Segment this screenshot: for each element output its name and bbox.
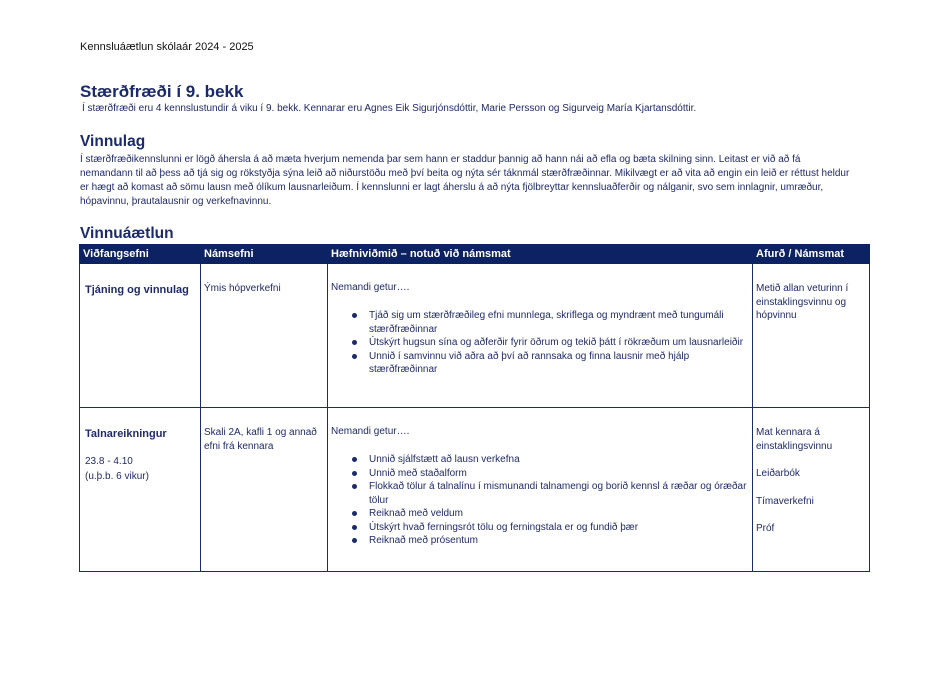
section-heading-vinnuaaetlun: Vinnuáætlun bbox=[80, 225, 174, 242]
column-header: Viðfangsefni bbox=[80, 245, 201, 264]
document-header: Kennsluáætlun skólaár 2024 - 2025 bbox=[80, 41, 254, 53]
criteria-item: Reiknað með prósentum bbox=[369, 534, 749, 548]
topic-cell bbox=[80, 264, 201, 408]
output-item: Próf bbox=[756, 523, 775, 534]
criteria-cell bbox=[328, 264, 753, 408]
output-text: Metið allan veturinn í einstaklingsvinnu og hópvinnu bbox=[756, 283, 849, 321]
material-text: Skali 2A, kafli 1 og annað efni frá kennara bbox=[204, 427, 317, 452]
page-title: Stærðfræði í 9. bekk bbox=[80, 82, 244, 101]
material-text: Ýmis hópverkefni bbox=[204, 283, 281, 294]
intro-text: Í stærðfræði eru 4 kennslustundir á viku í 9. bekk. Kennarar eru Agnes Eik Sigurjónsdóttir, Marie Persson og Sigurveig María Kjartansdóttir. bbox=[82, 103, 697, 114]
plan-table bbox=[79, 244, 870, 572]
material-cell bbox=[201, 264, 328, 408]
topic-dates bbox=[83, 454, 197, 484]
criteria-item: Reiknað með veldum bbox=[369, 507, 749, 521]
output-cell bbox=[753, 408, 870, 572]
topic-title: Tjáning og vinnulag bbox=[85, 284, 189, 296]
topic-title: Talnareikningur bbox=[85, 428, 167, 440]
output-item: Mat kennara á einstaklingsvinnu bbox=[756, 427, 833, 452]
criteria-item: Útskýrt hvað ferningsrót tölu og ferningstala er og fundið þær bbox=[369, 521, 749, 535]
table-row bbox=[80, 264, 870, 408]
topic-cell bbox=[80, 408, 201, 572]
date-range: 23.8 - 4.10 bbox=[85, 456, 133, 467]
column-header: Afurð / Námsmat bbox=[753, 245, 870, 264]
duration: (u.þ.b. 6 vikur) bbox=[85, 471, 149, 482]
output-item: Tímaverkefni bbox=[756, 495, 814, 507]
table-row bbox=[80, 408, 870, 572]
output-item: Leiðarbók bbox=[756, 468, 800, 479]
column-header: Hæfniviðmið – notuð við námsmat bbox=[328, 245, 753, 264]
criteria-item: Flokkað tölur á talnalínu í mismunandi talnamengi og borið kennsl á ræðar og óræðar tölur bbox=[369, 480, 749, 507]
criteria-item: Unnið með staðalform bbox=[369, 467, 749, 481]
criteria-item: Tjáð sig um stærðfræðileg efni munnlega, skriflega og myndrænt með tungumáli stærðfræðinnar bbox=[369, 309, 749, 336]
criteria-lead: Nemandi getur…. bbox=[331, 426, 410, 437]
material-cell bbox=[201, 408, 328, 572]
criteria-lead: Nemandi getur…. bbox=[331, 282, 410, 293]
criteria-item: Unnið sjálfstætt að lausn verkefna bbox=[369, 453, 749, 467]
table-header-row bbox=[80, 245, 870, 264]
vinnulag-text: Í stærðfræðikennslunni er lögð áhersla á að mæta hverjum nemenda þar sem hann er staddur þannig að hann nái að efla og bæta skilning sinn. Leitast er við að fá nemandann til að þess að tjá sig og rökstyðja sýna leið að niðurstöðu með því beita og nýta sér táknmál stærðfræðinnar. Mikilvægt er að vita að engin ein leið er réttust heldur er hægt að komast að sömu lausn með ólíkum lausnarleiðum. Í kennslunni er lagt áherslu á að nýta fjölbreyttar kennsluaðferðir og nálganir, svo sem innlagnir, umræður, hópavinnu, þrautalausnir og verkefnavinnu. bbox=[80, 154, 850, 207]
criteria-list bbox=[331, 453, 749, 548]
criteria-item: Unnið í samvinnu við aðra að því að rannsaka og finna lausnir með hjálp stærðfræðinnar bbox=[369, 350, 749, 377]
output-cell bbox=[753, 264, 870, 408]
section-heading-vinnulag: Vinnulag bbox=[80, 133, 146, 150]
column-header: Námsefni bbox=[201, 245, 328, 264]
criteria-cell bbox=[328, 408, 753, 572]
criteria-list bbox=[331, 309, 749, 377]
criteria-item: Útskýrt hugsun sína og aðferðir fyrir öðrum og tekið þátt í rökræðum um lausnarleiðir bbox=[369, 336, 749, 350]
